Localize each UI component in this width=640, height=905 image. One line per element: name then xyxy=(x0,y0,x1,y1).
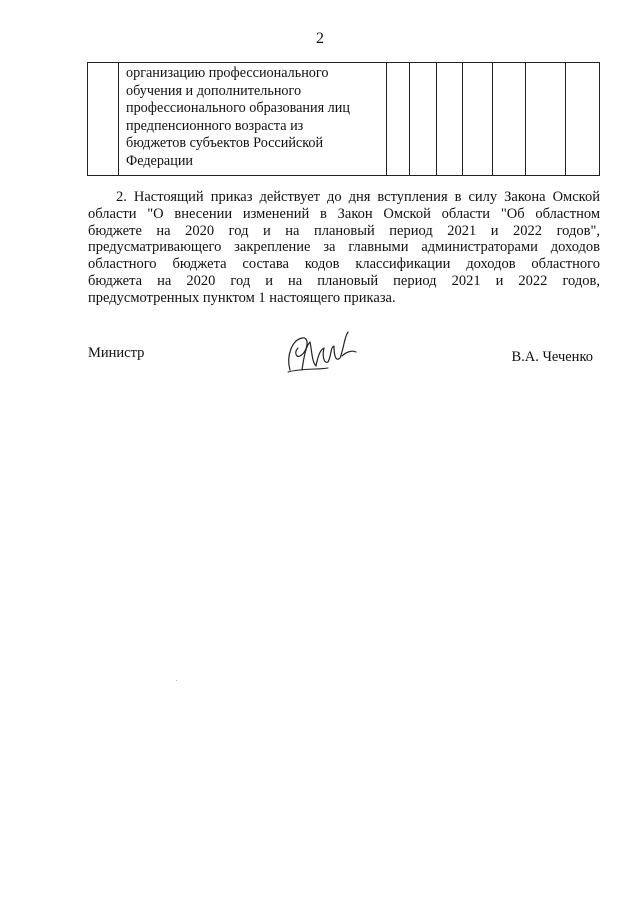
paragraph-line: бюджете на 2020 год и на плановый период 2021 и 2022 годов", xyxy=(88,222,600,239)
table-cell-line: обучения и дополнительного xyxy=(126,82,302,99)
signatory-name: В.А. Чеченко xyxy=(511,349,593,365)
table-cell-line: предпенсионного возраста из xyxy=(126,117,304,134)
paragraph-line: предусматривающего закрепление за главными администраторами доходов xyxy=(88,239,600,256)
table-cell-line: организацию профессионального xyxy=(126,65,329,81)
paragraph-line: 2. Настоящий приказ действует до дня вступления в силу Закона Омской xyxy=(116,189,600,205)
scan-speck xyxy=(176,680,177,681)
table-cell-line: профессионального образования лиц xyxy=(126,100,350,116)
paragraph-line: предусмотренных пунктом 1 настоящего приказа. xyxy=(88,289,396,306)
handwritten-signature xyxy=(282,326,360,378)
table-cell-line: бюджетов субъектов Российской xyxy=(126,135,324,151)
paragraph-line: области "О внесении изменений в Закон Омской области "Об областном xyxy=(88,205,600,222)
paragraph-line: областного бюджета состава кодов классификации доходов областного xyxy=(88,256,600,273)
table-text-layer xyxy=(87,62,600,176)
paragraph-line: бюджета на 2020 год и на плановый период 2021 и 2022 годов, xyxy=(88,272,600,289)
table-cell-line: Федерации xyxy=(126,152,194,169)
signatory-title: Министр xyxy=(88,345,145,361)
order-paragraph-2 xyxy=(88,189,600,307)
page-number: 2 xyxy=(316,30,324,47)
table-cell-description xyxy=(126,65,386,170)
